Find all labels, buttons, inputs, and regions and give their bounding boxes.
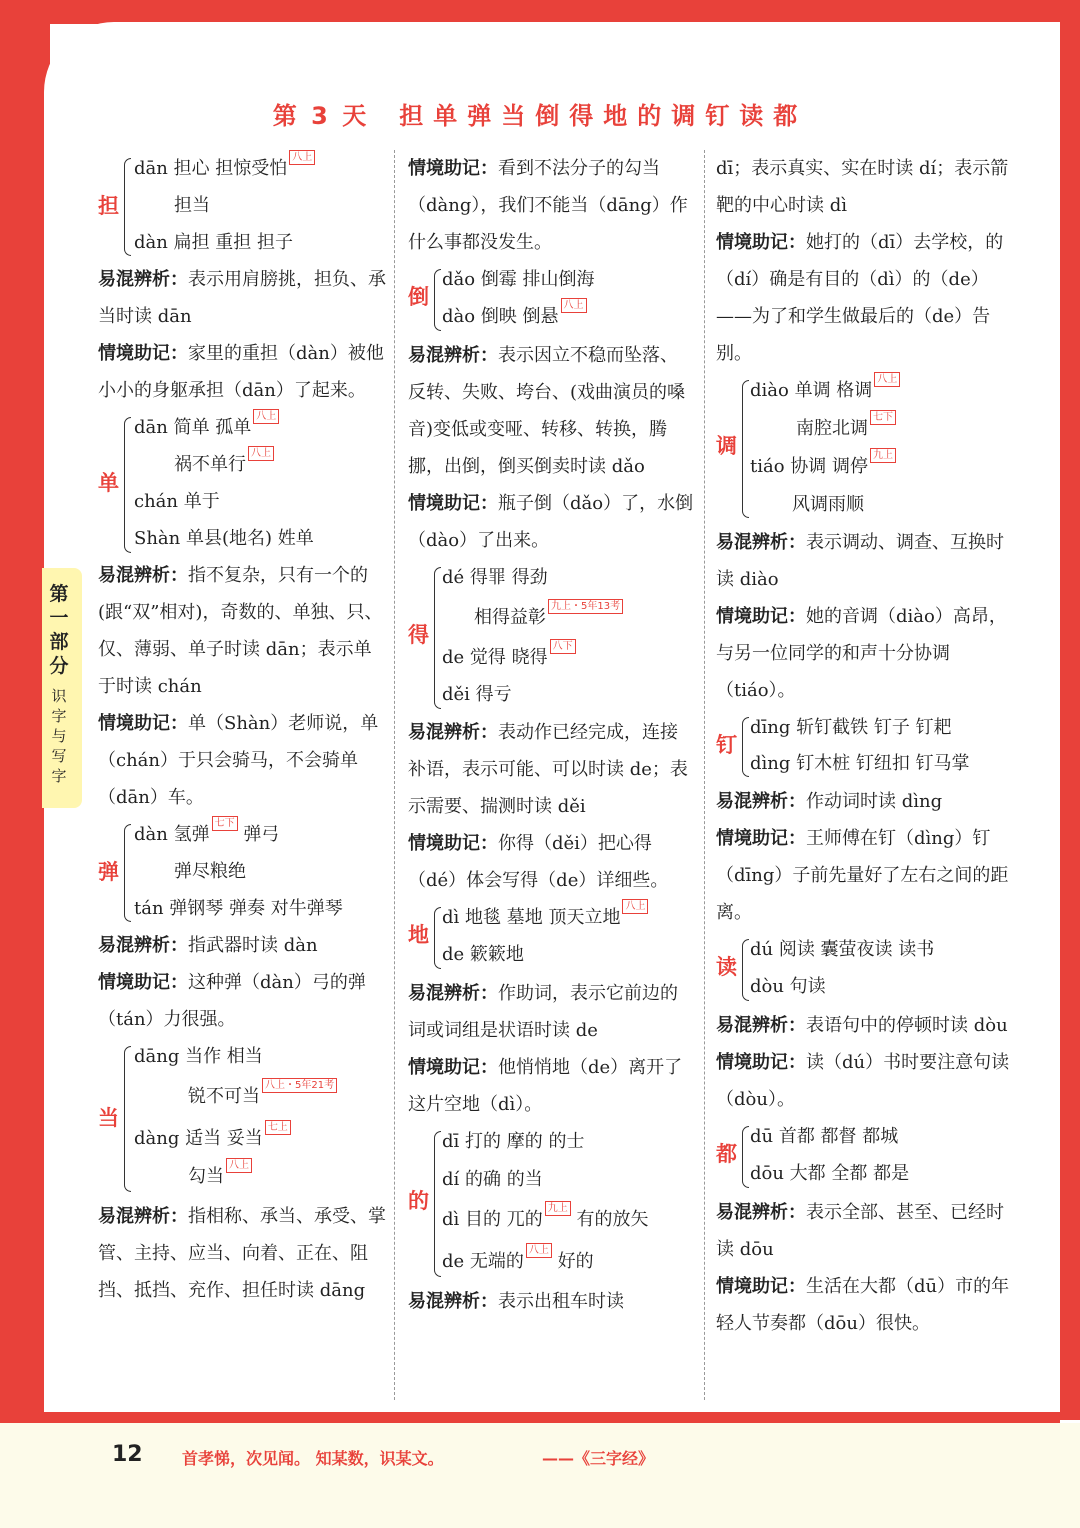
analysis-body: 表示用肩膀挑，担负、承当时读 dān bbox=[98, 269, 386, 327]
reading-line: dī 打的 摩的 的士 bbox=[442, 1131, 585, 1152]
memory-body: 他悄悄地（de）离开了这片空地（dì）。 bbox=[408, 1057, 683, 1115]
memory-text bbox=[716, 1044, 1016, 1118]
entry-char: 得 bbox=[408, 623, 429, 647]
reading-line: dōu 大都 全都 都是 bbox=[750, 1163, 910, 1184]
reading-line: dú 阅读 囊萤夜读 读书 bbox=[750, 939, 935, 960]
brace bbox=[434, 567, 441, 709]
memory-body: 生活在大都（dū）市的年轻人节奏都（dōu）很快。 bbox=[716, 1276, 1010, 1334]
brace bbox=[434, 907, 441, 969]
grade-tag: 八上 bbox=[253, 409, 279, 424]
grade-tag: 八上 bbox=[622, 899, 648, 914]
reading-line: 相得益彰 bbox=[474, 607, 546, 628]
entry-dao bbox=[408, 261, 694, 337]
reading-line: 南腔北调 bbox=[796, 418, 868, 439]
page-number: 12 bbox=[112, 1442, 143, 1467]
analysis-text bbox=[408, 1283, 694, 1320]
red-border-right bbox=[1058, 0, 1080, 1420]
analysis-text bbox=[98, 557, 388, 705]
memory-body: 瓶子倒（dǎo）了，水倒（dào）了出来。 bbox=[408, 493, 694, 551]
memory-text bbox=[408, 150, 694, 261]
analysis-label: 易混辨析： bbox=[716, 532, 806, 553]
analysis-text bbox=[716, 1007, 1016, 1044]
brace bbox=[742, 380, 749, 518]
memory-label: 情境助记： bbox=[98, 343, 188, 364]
reading-line: dào 倒映 倒悬 bbox=[442, 306, 559, 327]
column-3 bbox=[716, 150, 1016, 1342]
reading-line: 弹弓 bbox=[243, 824, 280, 845]
entry-di bbox=[408, 899, 694, 975]
reading-line: 锐不可当 bbox=[188, 1086, 260, 1107]
reading-line: 祸不单行 bbox=[174, 454, 246, 475]
analysis-body: 作助词，表示它前边的词或词组是状语时读 de bbox=[408, 983, 678, 1041]
analysis-label: 易混辨析： bbox=[716, 1015, 806, 1036]
memory-text bbox=[98, 335, 388, 409]
reading-line: diào 单调 格调 bbox=[750, 380, 873, 401]
reading-line: de 无端的 bbox=[442, 1251, 524, 1272]
reading-line: dāng 当作 相当 bbox=[134, 1046, 263, 1067]
analysis-label: 易混辨析： bbox=[408, 983, 498, 1004]
column-divider bbox=[704, 150, 705, 1400]
entry-char: 都 bbox=[716, 1142, 737, 1166]
continued-text: dī；表示真实、实在时读 dí；表示箭靶的中心时读 dì bbox=[716, 158, 1009, 216]
analysis-label: 易混辨析： bbox=[98, 565, 188, 586]
grade-tag: 九上 bbox=[870, 448, 896, 463]
reading-line: dān 担心 担惊受怕 bbox=[134, 158, 288, 179]
analysis-text bbox=[716, 1194, 1016, 1268]
reading-line: chán 单于 bbox=[134, 491, 220, 512]
analysis-text bbox=[716, 783, 1016, 820]
memory-body: 单（Shàn）老师说，单（chán）于只会骑马，不会骑单（dān）车。 bbox=[98, 713, 379, 808]
reading-line: dòu 句读 bbox=[750, 976, 826, 997]
analysis-body: 指不复杂，只有一个的(跟“双”相对)，奇数的、单独、只、仅、薄弱、单子时读 dān；表示单于时读 chán bbox=[98, 565, 383, 697]
grade-tag: 七上 bbox=[265, 1120, 291, 1135]
memory-body: 读（dú）书时要注意句读（dòu）。 bbox=[716, 1052, 1010, 1110]
memory-label: 情境助记： bbox=[98, 713, 188, 734]
memory-text bbox=[98, 705, 388, 816]
brace bbox=[434, 269, 441, 331]
reading-line: dān 简单 孤单 bbox=[134, 417, 252, 438]
reading-line: tán 弹钢琴 弹奏 对牛弹琴 bbox=[134, 898, 343, 919]
reading-line: dū 首都 都督 都城 bbox=[750, 1126, 899, 1147]
entry-du bbox=[716, 931, 1016, 1007]
grade-tag: 七下 bbox=[870, 410, 896, 425]
analysis-text bbox=[408, 337, 694, 485]
entry-de2 bbox=[408, 1123, 694, 1283]
brace bbox=[124, 417, 131, 553]
memory-label: 情境助记： bbox=[98, 972, 188, 993]
memory-text bbox=[408, 485, 694, 559]
analysis-body: 指相称、承当、承受、掌管、主持、应当、向着、正在、阻挡、抵挡、充作、担任时读 dāng bbox=[98, 1206, 386, 1301]
analysis-body: 表语句中的停顿时读 dòu bbox=[806, 1015, 1008, 1036]
grade-tag: 七下 bbox=[212, 816, 238, 831]
grade-tag: 八上・5年21考 bbox=[262, 1078, 337, 1093]
analysis-body: 表示因立不稳而坠落、反转、失败、垮台、(戏曲演员的嗓音)变低或变哑、转移、转换，腾挪，出倒，倒买倒卖时读 dǎo bbox=[408, 345, 686, 477]
memory-label: 情境助记： bbox=[716, 1276, 806, 1297]
analysis-text bbox=[98, 927, 388, 964]
analysis-label: 易混辨析： bbox=[408, 722, 498, 743]
reading-line: dì 目的 兀的 bbox=[442, 1209, 543, 1230]
reading-line: de 觉得 晓得 bbox=[442, 647, 548, 668]
memory-text bbox=[408, 1049, 694, 1123]
entry-char: 弹 bbox=[98, 860, 119, 884]
analysis-text bbox=[408, 714, 694, 825]
footer-quote: 首孝悌，次见闻。 知某数，识某文。 bbox=[182, 1449, 444, 1468]
page-title bbox=[0, 96, 1080, 131]
reading-line: dí 的确 的当 bbox=[442, 1169, 543, 1190]
grade-tag: 八上 bbox=[874, 372, 900, 387]
entry-char: 倒 bbox=[408, 285, 429, 309]
entry-char: 钉 bbox=[716, 733, 737, 757]
analysis-label: 易混辨析： bbox=[408, 1291, 498, 1312]
reading-line: dàn 扁担 重担 担子 bbox=[134, 232, 294, 253]
memory-body: 她的音调（diào）高昂，与另一位同学的和声十分协调（tiáo）。 bbox=[716, 606, 1007, 701]
memory-body: 你得（děi）把心得（dé）体会写得（de）详细些。 bbox=[408, 833, 669, 891]
memory-body: 这种弹（dàn）弓的弹（tán）力很强。 bbox=[98, 972, 366, 1030]
memory-text bbox=[408, 825, 694, 899]
grade-tag: 八上 bbox=[561, 298, 587, 313]
memory-text bbox=[716, 598, 1016, 709]
memory-body: 家里的重担（dàn）被他小小的身躯承担（dān）了起来。 bbox=[98, 343, 384, 401]
reading-line: děi 得亏 bbox=[442, 684, 512, 705]
brace bbox=[742, 939, 749, 1001]
memory-label: 情境助记： bbox=[408, 493, 498, 514]
analysis-body: 表示全部、甚至、已经时读 dōu bbox=[716, 1202, 1004, 1260]
reading-line: dàn 氢弹 bbox=[134, 824, 210, 845]
grade-tag: 八上 bbox=[226, 1158, 252, 1173]
entry-char: 地 bbox=[408, 923, 429, 947]
reading-line: dé 得罪 得劲 bbox=[442, 567, 548, 588]
red-border-top bbox=[0, 0, 1058, 24]
reading-line: dàng 适当 妥当 bbox=[134, 1128, 263, 1149]
analysis-label: 易混辨析： bbox=[98, 1206, 188, 1227]
reading-line: Shàn 单县(地名) 姓单 bbox=[134, 528, 314, 549]
entry-dan2 bbox=[98, 409, 388, 557]
memory-label: 情境助记： bbox=[716, 606, 806, 627]
memory-label: 情境助记： bbox=[408, 1057, 498, 1078]
grade-tag: 八上 bbox=[289, 150, 315, 165]
day-label: 第 3 天 bbox=[272, 102, 370, 130]
entry-ding bbox=[716, 709, 1016, 783]
analysis-body: 表示调动、调查、互换时读 diào bbox=[716, 532, 1004, 590]
entry-tan bbox=[98, 816, 388, 927]
reading-line: dì 地毯 墓地 顶天立地 bbox=[442, 907, 621, 928]
analysis-body: 指武器时读 dàn bbox=[188, 935, 318, 956]
grade-tag: 八下 bbox=[550, 639, 576, 654]
reading-line: 勾当 bbox=[188, 1166, 224, 1187]
entry-de bbox=[408, 559, 694, 714]
section-tab bbox=[42, 568, 82, 808]
memory-text bbox=[716, 1268, 1016, 1342]
analysis-label: 易混辨析： bbox=[716, 1202, 806, 1223]
memory-text bbox=[98, 964, 388, 1038]
entry-char: 的 bbox=[408, 1189, 429, 1213]
entry-diao bbox=[716, 372, 1016, 524]
reading-line: 弹尽粮绝 bbox=[174, 861, 246, 882]
reading-line: 好的 bbox=[557, 1251, 594, 1272]
reading-line: dīng 斩钉截铁 钉子 钉耙 bbox=[750, 717, 952, 738]
analysis-body: 作动词时读 dìng bbox=[806, 791, 943, 812]
entry-dang bbox=[98, 1038, 388, 1198]
entry-char: 调 bbox=[716, 434, 737, 458]
entry-dan bbox=[98, 150, 388, 261]
analysis-text bbox=[98, 261, 388, 335]
grade-tag: 九上 bbox=[545, 1201, 571, 1216]
analysis-text bbox=[98, 1198, 388, 1309]
memory-label: 情境助记： bbox=[716, 232, 806, 253]
memory-label: 情境助记： bbox=[408, 833, 498, 854]
column-divider bbox=[394, 150, 395, 1400]
footer-band bbox=[0, 1423, 1080, 1528]
analysis-label: 易混辨析： bbox=[408, 345, 498, 366]
reading-line: tiáo 协调 调停 bbox=[750, 456, 869, 477]
column-1 bbox=[98, 150, 388, 1309]
memory-label: 情境助记： bbox=[716, 1052, 806, 1073]
memory-text bbox=[716, 820, 1016, 931]
reading-line: 担当 bbox=[174, 195, 210, 216]
analysis-text bbox=[408, 975, 694, 1049]
entry-char: 担 bbox=[98, 194, 119, 218]
analysis-label: 易混辨析： bbox=[98, 269, 188, 290]
analysis-label: 易混辨析： bbox=[98, 935, 188, 956]
entry-char: 单 bbox=[98, 471, 119, 495]
section-part: 第一部分 bbox=[49, 583, 69, 677]
analysis-body: 表动作已经完成，连接补语，表示可能、可以时读 de；表示需要、揣测时读 děi bbox=[408, 722, 688, 817]
brace bbox=[124, 824, 131, 922]
column-2 bbox=[408, 150, 694, 1320]
memory-text bbox=[716, 224, 1016, 372]
memory-body: 王师傅在钉（dìng）钉（dīng）子前先量好了左右之间的距离。 bbox=[716, 828, 1009, 923]
reading-line: de 簌簌地 bbox=[442, 944, 524, 965]
entry-dou bbox=[716, 1118, 1016, 1194]
memory-label: 情境助记： bbox=[716, 828, 806, 849]
reading-line: 风调雨顺 bbox=[792, 494, 864, 515]
reading-line: dìng 钉木桩 钉纽扣 钉马掌 bbox=[750, 753, 970, 774]
reading-line: 有的放矢 bbox=[576, 1209, 649, 1230]
entry-char: 当 bbox=[98, 1106, 119, 1130]
reading-line: dǎo 倒霉 排山倒海 bbox=[442, 269, 595, 290]
memory-label: 情境助记： bbox=[408, 158, 498, 179]
analysis-text bbox=[716, 524, 1016, 598]
section-topic: 识字与写字 bbox=[51, 687, 67, 785]
analysis-body: 表示出租车时读 bbox=[498, 1291, 624, 1312]
brace bbox=[124, 158, 131, 256]
brace bbox=[124, 1046, 131, 1192]
memory-body: 看到不法分子的勾当（dàng），我们不能当（dāng）作什么事都没发生。 bbox=[408, 158, 688, 253]
memory-body: 她打的（dī）去学校，的（dí）确是有目的（dì）的（de）——为了和学生做最后的（de）告别。 bbox=[716, 232, 1004, 364]
grade-tag: 九上・5年13考 bbox=[548, 599, 623, 614]
footer-source: ——《三字经》 bbox=[542, 1449, 655, 1468]
entry-char: 读 bbox=[716, 955, 737, 979]
brace bbox=[434, 1131, 441, 1277]
brace bbox=[742, 1126, 749, 1188]
grade-tag: 八上 bbox=[526, 1243, 552, 1258]
analysis-label: 易混辨析： bbox=[716, 791, 806, 812]
grade-tag: 八上 bbox=[248, 446, 274, 461]
title-characters: 担单弹当倒得地的调钉读都 bbox=[399, 102, 808, 130]
brace bbox=[742, 717, 749, 777]
